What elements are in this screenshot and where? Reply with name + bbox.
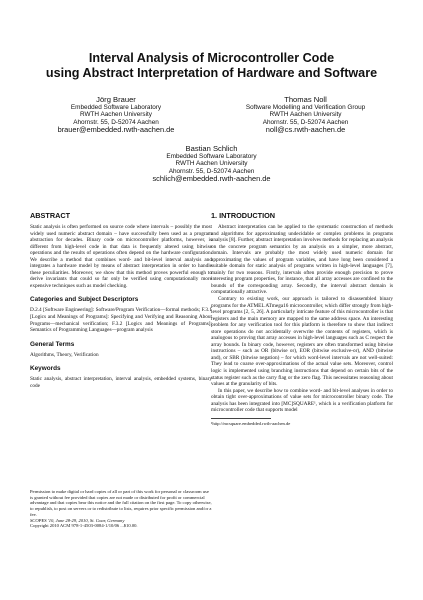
author-name: Jörg Brauer	[96, 95, 136, 104]
keywords-text: Static analysis, abstract interpretation, interval analysis, embedded systems, binary code	[30, 376, 212, 389]
copyright-line: Copyright 2010 ACM 978-1-4503-0084-1/10/06 ...$10.00.	[30, 523, 138, 529]
intro-paragraph: Abstract interpretation can be applied to the systematic construction of methods and algorithms for approximating undecidable or complex problems in programs analysis [8]. Further, abstract interpretation involves methods for replacing an analysis on the concrete program semantics by an analysis on a simpler, more abstract, domain. Intervals are probably the most widely used numeric domain for approximating the values of program variables, and have long been considered a suitable domain for static analysis of programs written in high-level languages [7], mainly for two reasons. Firstly, intervals often provide enough precision to prove interesting program properties, for instance, that all array accesses are confined to the bounds of the corresponding array. Secondly, the interval abstract domain is computationally attractive.	[211, 224, 393, 296]
paper-title	[30, 51, 393, 81]
author-address: Ahornstr. 55, D-52074 Aachen	[168, 167, 255, 175]
intro-paragraph: In this paper, we describe how to combine word- and bit-level analyses in order to obtain tight over-approximations of value sets for microcontroller binary code. The analysis has been integrated into [MC]SQUARE¹, which is a verification platform for microcontroller code that supports model	[211, 387, 393, 414]
abstract-text: Static analysis is often performed on source code where intervals – possibly the most widely used numeric abstract domain – have successfully been used as a program abstraction for decades. Binary code on microcontroller platforms, however, is different from high-level code in that data is frequently altered using bitwise operations and the results of operations often depend on the hardware configuration. We describe a method that combines word- and bit-level interval analysis and integrates a hardware model by means of abstract interpretation in order to handle these peculiarities. Moreover, we show that this method proves powerful enough to derive invariants that could so far only be verified using computationally more expensive techniques such as model checking.	[30, 224, 212, 289]
author-block	[146, 144, 277, 184]
author-name: Thomas Noll	[284, 95, 327, 104]
author-address: Ahornstr. 55, D-52074 Aachen	[73, 118, 159, 126]
author-affiliation: RWTH Aachen University	[80, 111, 152, 119]
conference-venue: SCOPES '10, June 28-29, 2010, St. Goar, Germany	[30, 517, 125, 523]
author-name: Bastian Schlich	[185, 144, 238, 153]
general-terms-heading: General Terms	[30, 340, 75, 348]
author-affiliation: Software Modelling and Verification Group	[245, 104, 366, 111]
author-address: Ahornstr. 55, D-52074 Aachen	[262, 118, 349, 126]
author-email: schlich@embedded.rwth-aachen.de	[152, 174, 271, 184]
author-email: brauer@embedded.rwth-aachen.de	[57, 125, 175, 135]
footnote-rule	[211, 418, 271, 419]
categories-text: D.2.4 [Software Engineering]: Software/Program Verification—formal methods; F.3.1 [Logics and Meanings of Programs]: Specifying and Verifying and Reasoning About Programs—mechanical verification; F.3.2 [Logics and Meanings of Programs]: Semantics of Programming Languages—program analysis	[30, 307, 212, 334]
permission-text: Permission to make digital or hard copies of all or part of this work for personal or classroom use is granted without fee provided that copies are not made or distributed for profit or commercial advantage and that copies bear this notice and the full citation on the first page. To copy otherwise, to republish, to post on servers or to redistribute to lists, requires prior specific permission and/or a fee.	[30, 489, 212, 517]
author-email: noll@cs.rwth-aachen.de	[265, 125, 346, 135]
author-affiliation: RWTH Aachen University	[269, 111, 342, 119]
title-line: using Abstract Interpretation of Hardware and Software	[45, 66, 378, 80]
keywords-heading: Keywords	[30, 365, 61, 373]
abstract-heading: ABSTRACT	[30, 211, 71, 220]
author-affiliation: Embedded Software Laboratory	[166, 153, 257, 160]
title-line: Interval Analysis of Microcontroller Code	[88, 51, 335, 65]
footnote: ¹http://mcsquare.embedded.rwth-aachen.de	[211, 420, 291, 426]
general-terms-text: Algorithms, Theory, Verification	[30, 351, 99, 358]
intro-paragraph: Contrary to existing work, our approach is tailored to disassembled binary programs for the ATMEL ATmega16 microcontroller, which differ strongly from high-level programs [2, 5, 26]. A particularly intricate feature of this microcontroller is that registers and the main memory are mapped to the same address space. An interesting problem for any verification tool for this platform is therefore to show that indirect store operations do not accidentally overwrite the contents of registers, which is analogous to proving that array accesses in high-level languages such as C respect the array bounds. In binary code, however, registers are often transformed using bitwise instructions – such as OR (bitwise or), EOR (bitwise exclusive-or), AND (bitwise and), or SBR (bitwise negation) – for which word-level intervals are not well-suited: They lead to coarse over-approximations of the actual value sets. Moreover, control logic is implemented using branching instructions that depend on certain bits of the status register such as the carry flag or the zero flag. This necessitates reasoning about values at the granularity of bits.	[211, 296, 393, 388]
author-block	[233, 95, 378, 135]
author-block	[56, 95, 176, 135]
left-column	[30, 211, 212, 529]
permission-notice	[30, 489, 212, 529]
author-affiliation: RWTH Aachen University	[175, 160, 248, 168]
author-affiliation: Embedded Software Laboratory	[70, 104, 162, 111]
introduction-heading: 1. INTRODUCTION	[211, 211, 276, 220]
right-column	[211, 211, 393, 426]
categories-heading: Categories and Subject Descriptors	[30, 296, 139, 304]
